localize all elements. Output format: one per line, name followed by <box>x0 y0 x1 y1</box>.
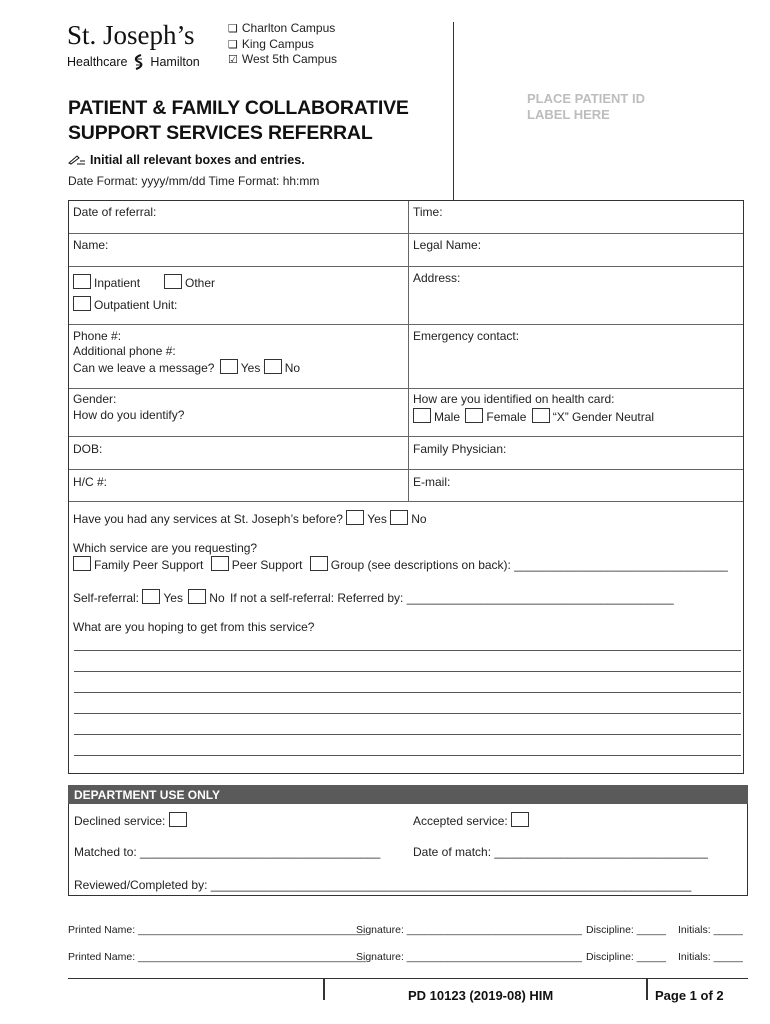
footer-divider <box>646 978 648 1000</box>
checkbox-icon: ❑ <box>228 38 238 51</box>
outpatient-option[interactable]: Outpatient Unit: <box>73 296 177 312</box>
date-format-note: Date Format: yyyy/mm/dd Time Format: hh:mm <box>68 174 320 188</box>
prior-services-question: Have you had any services at St. Joseph’s before? Yes No <box>73 512 427 526</box>
row-divider <box>69 324 743 325</box>
row-divider <box>69 501 743 502</box>
checkbox[interactable] <box>73 274 91 289</box>
additional-phone-field[interactable]: Additional phone #: <box>73 344 176 358</box>
answer-line[interactable] <box>74 734 741 735</box>
printed-name-field[interactable]: Printed Name: _______________________________________ <box>68 924 366 936</box>
address-field[interactable]: Address: <box>413 271 461 285</box>
matched-to-field[interactable]: Matched to: ____________________________________ <box>74 845 381 859</box>
email-field[interactable]: E-mail: <box>413 475 451 489</box>
pen-icon <box>68 153 86 165</box>
discipline-field[interactable]: Discipline: _____ <box>586 924 666 936</box>
footer-divider <box>323 978 325 1000</box>
answer-line[interactable] <box>74 755 741 756</box>
discipline-field[interactable]: Discipline: _____ <box>586 951 666 963</box>
checkbox-icon: ❑ <box>228 22 238 35</box>
initial-note: Initial all relevant boxes and entries. <box>68 153 305 167</box>
name-field[interactable]: Name: <box>73 238 109 252</box>
health-card-options: Male Female “X” Gender Neutral <box>413 408 654 424</box>
hoping-question: What are you hoping to get from this service? <box>73 620 315 634</box>
department-use-heading: DEPARTMENT USE ONLY <box>68 785 748 804</box>
answer-line[interactable] <box>74 650 741 651</box>
initials-field[interactable]: Initials: _____ <box>678 951 743 963</box>
row-divider <box>69 469 743 470</box>
checkbox-yes[interactable] <box>346 510 364 525</box>
emergency-contact-field[interactable]: Emergency contact: <box>413 329 520 343</box>
checkbox-group[interactable] <box>310 556 328 571</box>
checkbox-yes[interactable] <box>142 589 160 604</box>
row-divider <box>69 388 743 389</box>
date-of-referral-field[interactable]: Date of referral: <box>73 205 157 219</box>
which-service-question: Which service are you requesting? <box>73 541 258 555</box>
checkbox-peer-support[interactable] <box>211 556 229 571</box>
identify-field[interactable]: How do you identify? <box>73 408 185 422</box>
checkbox-gender-neutral[interactable] <box>532 408 550 423</box>
referred-by-field[interactable]: If not a self-referral: Referred by: ________________________________________ <box>229 591 674 605</box>
checkbox[interactable] <box>73 296 91 311</box>
checkbox-female[interactable] <box>465 408 483 423</box>
logo-wordmark: St. Joseph’s <box>67 20 195 50</box>
accepted-service-option[interactable]: Accepted service: <box>413 812 532 828</box>
answer-line[interactable] <box>74 671 741 672</box>
column-divider <box>408 201 409 501</box>
date-of-match-field[interactable]: Date of match: ________________________________ <box>413 845 708 859</box>
printed-name-field[interactable]: Printed Name: _______________________________________ <box>68 951 366 963</box>
phone-field[interactable]: Phone #: <box>73 329 122 343</box>
hc-field[interactable]: H/C #: <box>73 475 108 489</box>
service-options: Family Peer Support Peer Support Group (see descriptions on back): ________________________________ <box>73 556 728 572</box>
initials-field[interactable]: Initials: _____ <box>678 924 743 936</box>
checkbox-no[interactable] <box>390 510 408 525</box>
campus-option-west5th[interactable]: ☑ West 5th Campus <box>228 52 338 66</box>
time-field[interactable]: Time: <box>413 205 443 219</box>
form-code: PD 10123 (2019-08) HIM <box>408 988 554 1003</box>
checkbox-family-peer-support[interactable] <box>73 556 91 571</box>
checkbox-no[interactable] <box>264 359 282 374</box>
checkbox-no[interactable] <box>188 589 206 604</box>
signature-field[interactable]: Signature: ______________________________ <box>356 924 582 936</box>
gender-field[interactable]: Gender: <box>73 392 117 406</box>
row-divider <box>69 436 743 437</box>
patient-id-label-area: PLACE PATIENT ID LABEL HERE <box>527 91 645 122</box>
other-option[interactable]: Other <box>164 274 215 290</box>
header-divider <box>453 22 454 200</box>
family-physician-field[interactable]: Family Physician: <box>413 442 507 456</box>
dob-field[interactable]: DOB: <box>73 442 103 456</box>
campus-option-king[interactable]: ❑ King Campus <box>228 37 314 51</box>
checkbox[interactable] <box>511 812 529 827</box>
logo-subtitle <box>67 54 200 70</box>
health-card-question: How are you identified on health card: <box>413 392 615 406</box>
logo-subtitle-left: Healthcare <box>67 55 128 69</box>
declined-service-option[interactable]: Declined service: <box>74 812 190 828</box>
leave-message-question: Can we leave a message? Yes No <box>73 361 301 375</box>
signature-field[interactable]: Signature: ______________________________ <box>356 951 582 963</box>
logo-subtitle-right: Hamilton <box>150 55 200 69</box>
checked-checkbox-icon: ☑ <box>228 53 238 66</box>
page-number: Page 1 of 2 <box>655 988 724 1003</box>
answer-line[interactable] <box>74 692 741 693</box>
self-referral-question: Self-referral: Yes No If not a self-referral: Referred by: ________________________________________ <box>73 591 674 605</box>
legal-name-field[interactable]: Legal Name: <box>413 238 482 252</box>
checkbox[interactable] <box>169 812 187 827</box>
referral-form <box>68 200 744 774</box>
logo-mark-icon <box>132 54 146 70</box>
row-divider <box>69 233 743 234</box>
inpatient-option[interactable]: Inpatient <box>73 274 140 290</box>
checkbox-male[interactable] <box>413 408 431 423</box>
form-title: PATIENT & FAMILY COLLABORATIVE SUPPORT SERVICES REFERRAL <box>68 97 409 144</box>
checkbox[interactable] <box>164 274 182 289</box>
answer-line[interactable] <box>74 713 741 714</box>
reviewed-by-field[interactable]: Reviewed/Completed by: ________________________________________________________________________ <box>74 878 692 892</box>
checkbox-yes[interactable] <box>220 359 238 374</box>
campus-option-charlton[interactable]: ❑ Charlton Campus <box>228 21 336 35</box>
row-divider <box>69 266 743 267</box>
